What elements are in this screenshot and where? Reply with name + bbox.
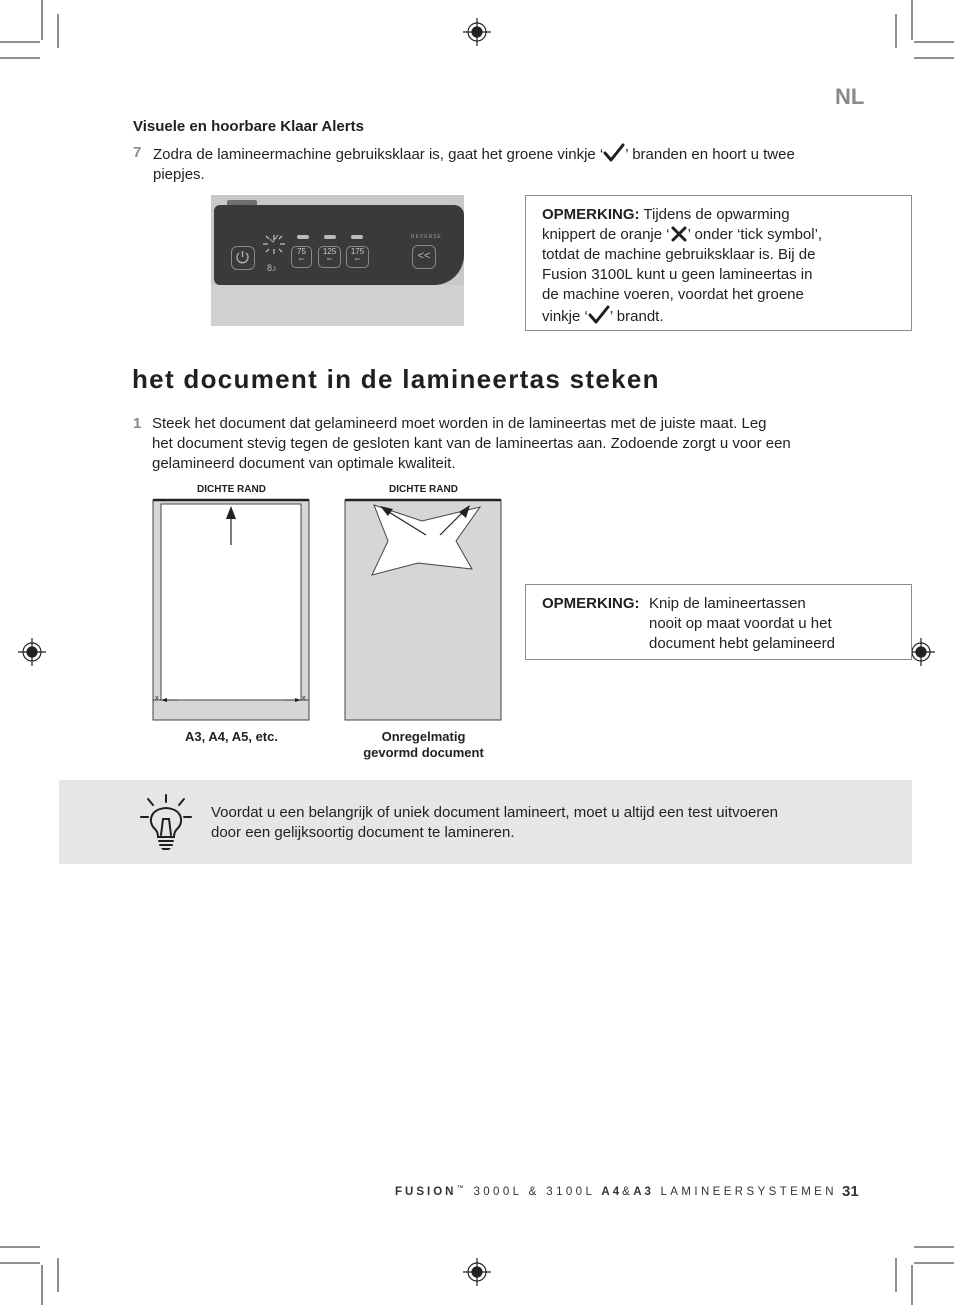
step-number: 1 xyxy=(133,415,142,432)
note-box-cutting: OPMERKING: Knip de lamineertassen nooit op maat voordat u het document hebt gelamineerd xyxy=(525,584,912,660)
margin-mark-left: x xyxy=(155,695,159,702)
note-label: OPMERKING: xyxy=(542,206,640,223)
language-tag: NL xyxy=(835,84,865,109)
led-125 xyxy=(324,235,336,239)
closed-edge-label-left: DICHTE RAND xyxy=(197,484,266,495)
temp-button-75: 75 MIC xyxy=(291,246,312,268)
tip-text: Voordat u een belangrijk of uniek document lamineert, moet u altijd een test uitvoeren door een gelijksoortig document te lamineren. xyxy=(211,804,779,841)
margin-mark-right: x xyxy=(302,695,306,702)
step-text: Steek het document dat gelamineerd moet worden in de lamineertas met de juiste maat. Leg het document stevig tegen de gesloten kant van de lamineertas aan. Zodoende zorgt u voor een gelamineerd document van optimale kwaliteit. xyxy=(152,415,791,472)
tip-box xyxy=(59,780,912,864)
step-text: Zodra de lamineermachine gebruiksklaar is, gaat het groene vinkje ‘ ’ branden en hoort u twee piepjes. xyxy=(153,143,853,185)
led-75 xyxy=(297,235,309,239)
reverse-label: REVERSE xyxy=(411,234,442,240)
pouch-irregular-diagram xyxy=(344,497,504,723)
caption-standard: A3, A4, A5, etc. xyxy=(185,729,278,744)
lightbulb-icon xyxy=(139,793,193,851)
power-button xyxy=(231,246,255,270)
section-title: het document in de lamineertas steken xyxy=(132,364,660,394)
status-glyph: 8♪ xyxy=(267,263,277,273)
temp-button-125: 125 MIC xyxy=(318,246,341,268)
caption-irregular: Onregelmatig gevormd document xyxy=(363,729,484,760)
tick-icon xyxy=(603,143,625,163)
closed-edge-label-right: DICHTE RAND xyxy=(389,484,458,495)
note-label: OPMERKING: xyxy=(542,595,640,612)
cross-icon xyxy=(670,225,688,243)
tick-icon xyxy=(269,231,279,241)
footer-product-line: FUSION™ 3000L & 3100L A4&A3 LAMINEERSYSTEMEN xyxy=(395,1185,837,1198)
power-icon xyxy=(232,247,253,268)
section-heading: Visuele en hoorbare Klaar Alerts xyxy=(133,118,364,135)
pouch-standard-diagram xyxy=(140,497,325,723)
tick-icon xyxy=(588,305,610,325)
panel-base xyxy=(211,285,464,326)
control-panel-illustration xyxy=(211,195,464,326)
led-175 xyxy=(351,235,363,239)
page-number: 31 xyxy=(842,1183,859,1200)
temp-button-175: 175 MIC xyxy=(346,246,369,268)
reverse-button: << xyxy=(412,245,436,269)
note-box-warmup: OPMERKING: Tijdens de opwarming knippert de oranje ‘ ’ onder ‘tick symbol’, totdat de machine gebruiksklaar is. Bij de Fusion 3100L kunt u geen lamineertas in de machine voeren, voordat het groene vinkje ‘ ’ brandt. xyxy=(525,195,912,331)
step-number: 7 xyxy=(133,144,142,161)
